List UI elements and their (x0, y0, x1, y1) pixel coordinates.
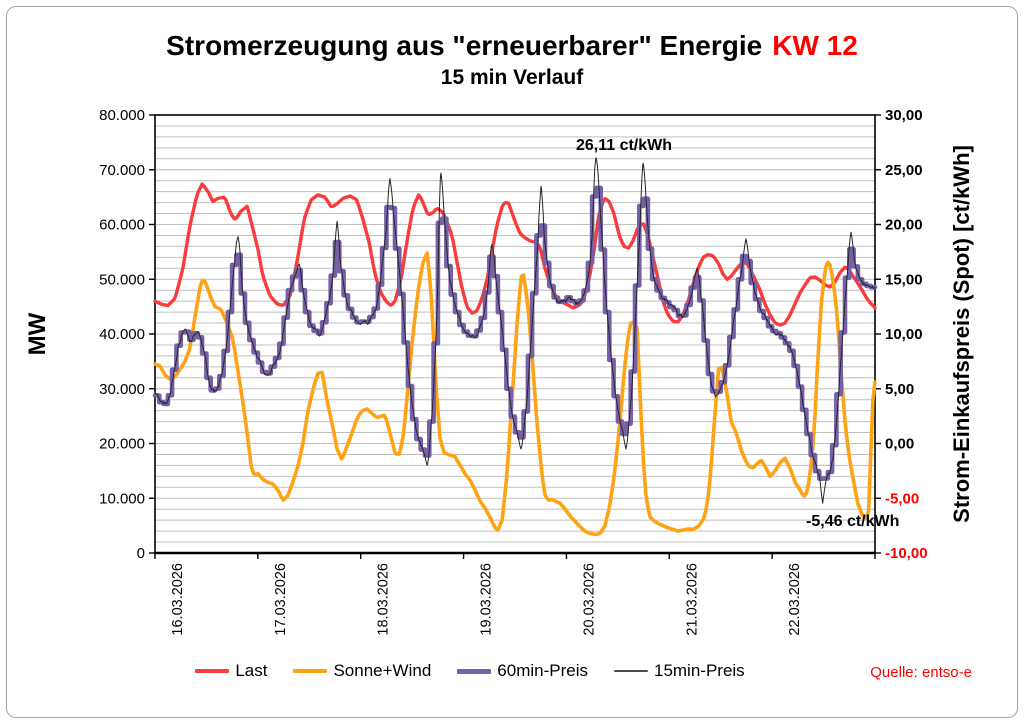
legend-label-15min-preis: 15min-Preis (653, 661, 745, 680)
svg-text:-10,00: -10,00 (885, 545, 928, 562)
svg-text:15,00: 15,00 (885, 271, 923, 289)
legend-label-60min-preis: 60min-Preis (497, 661, 588, 680)
right-axis-title: Strom-Einkaufspreis (Spot) [ct/kWh] (949, 145, 974, 523)
svg-text:22.03.2026: 22.03.2026 (787, 563, 804, 636)
svg-text:19.03.2026: 19.03.2026 (478, 563, 495, 636)
svg-text:20.000: 20.000 (99, 435, 145, 453)
svg-text:0: 0 (136, 545, 145, 562)
svg-text:16.03.2026: 16.03.2026 (170, 563, 186, 636)
svg-text:50.000: 50.000 (99, 271, 145, 289)
legend-item-15min-preis (614, 661, 745, 681)
60min-preis-line-swatch (457, 669, 491, 674)
svg-text:21.03.2026: 21.03.2026 (684, 563, 701, 636)
annotation-max-price: 26,11 ct/kWh (575, 137, 673, 154)
sonne-wind-line-swatch (293, 669, 327, 673)
calendar-week-badge: KW 12 (772, 30, 858, 61)
svg-text:17.03.2026: 17.03.2026 (272, 563, 289, 636)
svg-text:-5,00: -5,00 (885, 490, 920, 508)
svg-text:20.03.2026: 20.03.2026 (581, 563, 598, 636)
legend-label-last: Last (235, 661, 268, 680)
svg-text:20,00: 20,00 (885, 216, 923, 234)
svg-text:30.000: 30.000 (99, 380, 145, 398)
data-source-note: Quelle: entso-e (870, 664, 972, 681)
svg-text:30,00: 30,00 (885, 107, 923, 124)
svg-text:40.000: 40.000 (99, 326, 145, 343)
svg-text:80.000: 80.000 (99, 107, 145, 124)
chart-subtitle: 15 min Verlauf (440, 66, 584, 89)
svg-text:70.000: 70.000 (99, 161, 145, 179)
svg-text:25,00: 25,00 (885, 161, 923, 179)
legend-item-sonne-wind (293, 661, 431, 681)
svg-text:60.000: 60.000 (99, 216, 145, 234)
legend-label-sonne-wind: Sonne+Wind (333, 661, 432, 680)
chart-title-text: Stromerzeugung aus "erneuerbarer" Energie (166, 30, 763, 61)
svg-text:0,00: 0,00 (885, 435, 915, 453)
svg-text:5,00: 5,00 (885, 380, 915, 398)
legend-item-last (195, 661, 267, 681)
left-axis-title: MW (24, 312, 51, 356)
last-line-swatch (195, 669, 229, 673)
15min-preis-line-swatch (614, 670, 648, 672)
svg-text:10.000: 10.000 (99, 490, 145, 508)
annotation-min-price: -5,46 ct/kWh (806, 513, 900, 530)
legend (120, 661, 820, 681)
legend-item-60min-preis (457, 661, 588, 681)
svg-text:10,00: 10,00 (885, 326, 923, 343)
svg-text:18.03.2026: 18.03.2026 (375, 563, 392, 636)
